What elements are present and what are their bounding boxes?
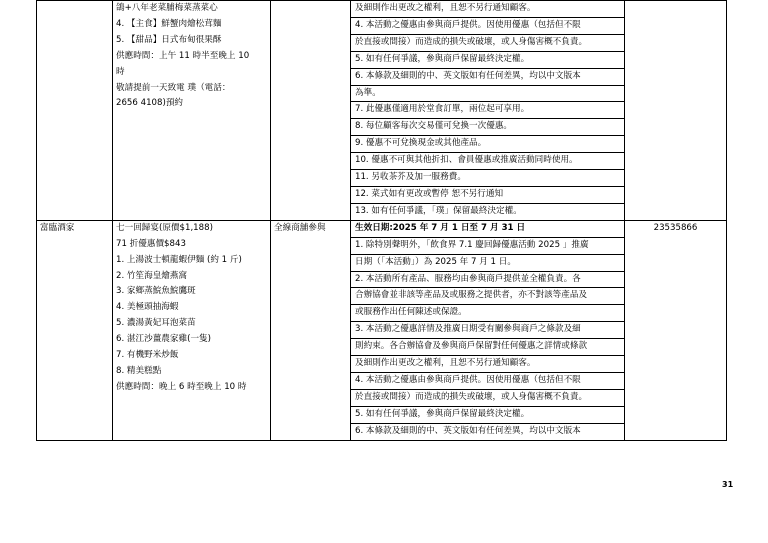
- terms-line: 1. 除特別聲明外，「飲食界 7.1 慶回歸優惠活動 2025 」推廣: [351, 238, 624, 255]
- offer-line: 8. 精美糕點: [116, 365, 162, 376]
- offer-line: 時: [116, 66, 125, 77]
- terms-line: 於直接或間接）而造成的損失或破壞，或人身傷害概不負責。: [351, 390, 624, 407]
- terms-line: 6. 本條款及細則的中、英文版如有任何差異，均以中文版本: [355, 425, 581, 436]
- phone-number: 23535866: [653, 222, 698, 233]
- terms-line: 於直接或間接）而造成的損失或破壞，或人身傷害概不負責。: [351, 35, 624, 52]
- terms-cell: [351, 220, 625, 440]
- offer-line: 敬請提前一天致電 璞（電話：: [116, 82, 231, 93]
- offer-line: 5. 【甜品】日式布甸很果酥: [116, 34, 222, 45]
- terms-effective-date: 生效日期:2025 年 7 月 1 日至 7 月 31 日: [351, 221, 624, 238]
- offer-line: 2656 4108)預約: [116, 98, 184, 109]
- offer-line: 供應時間：上午 11 時半至晚上 10: [116, 50, 250, 61]
- terms-line: 4. 本活動之優惠由參與商戶提供。因使用優惠（包括但不限: [351, 373, 624, 390]
- terms-cell: [351, 1, 625, 221]
- page-number: 31: [722, 480, 734, 489]
- offer-line: 3. 家鄉蒸鯇魚鯇鷹斑: [116, 286, 196, 297]
- terms-line: 7. 此優惠僅適用於堂食訂單，兩位起可享用。: [351, 102, 624, 119]
- restaurant-name-cell: [37, 1, 113, 221]
- terms-line: 3. 本活動之優惠詳情及推廣日期受有關參與商戶之條款及細: [351, 322, 624, 339]
- scope-cell: [271, 220, 351, 440]
- offer-line: 鴿+八年老菜脯梅菜蒸菜心: [116, 3, 218, 13]
- terms-line: 則約束。各合辦協會及參與商戶保留對任何優惠之詳情或條款: [351, 339, 624, 356]
- terms-line: 12. 菜式如有更改或暫停 恕不另行通知: [351, 187, 624, 204]
- terms-line: 10. 優惠不可與其他折扣、會員優惠或推廣活動同時使用。: [351, 153, 624, 170]
- terms-line: 6. 本條款及細則的中、英文版如有任何差異，均以中文版本: [351, 69, 624, 86]
- offer-line: 5. 濃湯黃妃耳泡菜苗: [116, 318, 196, 329]
- restaurant-name: 富臨酒家: [40, 222, 75, 233]
- terms-line: 及細則作出更改之權利，且恕不另行通知顧客。: [351, 356, 624, 373]
- restaurant-offers-table: [36, 0, 727, 441]
- terms-line: 或服務作出任何陳述或保證。: [351, 305, 624, 322]
- terms-line: 為準。: [351, 86, 624, 103]
- offer-cell: [113, 220, 271, 440]
- scope-cell: [271, 1, 351, 221]
- offer-line: 71 折優惠價$843: [116, 238, 186, 249]
- terms-line: 9. 優惠不可兌換現金或其他產品。: [351, 136, 624, 153]
- terms-line: 日期（「本活動」）為 2025 年 7 月 1 日。: [351, 255, 624, 272]
- phone-cell: [625, 220, 727, 440]
- participation-scope: 全線商舖參與: [274, 222, 326, 233]
- offer-line: 2. 竹笙海皇燴燕窩: [116, 270, 188, 281]
- terms-line: 13. 如有任何爭議，「璞」保留最終決定權。: [355, 205, 522, 216]
- offer-line: 6. 湛江沙薑農家雞(一隻): [116, 334, 211, 345]
- offer-line: 供應時間：晚上 6 時至晚上 10 時: [116, 381, 247, 392]
- offer-line: 7. 有機野米炒飯: [116, 350, 179, 361]
- table-row: [37, 220, 727, 440]
- offer-line: 七一回歸宴(原價$1,188): [116, 222, 213, 233]
- terms-line: 5. 如有任何爭議，參與商戶保留最終決定權。: [351, 407, 624, 424]
- terms-line: 4. 本活動之優惠由參與商戶提供。因使用優惠（包括但不限: [351, 18, 624, 35]
- phone-cell: [625, 1, 727, 221]
- table-row: [37, 1, 727, 221]
- offer-line: 1. 上湯波士頓龍蝦伊麵 (約 1 斤): [116, 254, 242, 265]
- restaurant-name-cell: [37, 220, 113, 440]
- terms-line: 及細則作出更改之權利，且恕不另行通知顧客。: [351, 1, 624, 18]
- terms-line: 5. 如有任何爭議，參與商戶保留最終決定權。: [351, 52, 624, 69]
- offer-line: 4. 美極頭抽海蝦: [116, 302, 179, 313]
- terms-line: 合辦協會並非該等產品及或服務之提供者，亦不對該等產品及: [351, 288, 624, 305]
- terms-line: 8. 每位顧客每次交易僅可兌換一次優惠。: [351, 119, 624, 136]
- terms-line: 11. 另收茶芥及加一服務費。: [351, 170, 624, 187]
- offer-line: 4. 【主食】鮮蟹肉燴松茸麵: [116, 18, 222, 29]
- offer-cell: [113, 1, 271, 221]
- terms-line: 2. 本活動所有產品、服務均由參與商戶提供並全權負責。各: [351, 272, 624, 289]
